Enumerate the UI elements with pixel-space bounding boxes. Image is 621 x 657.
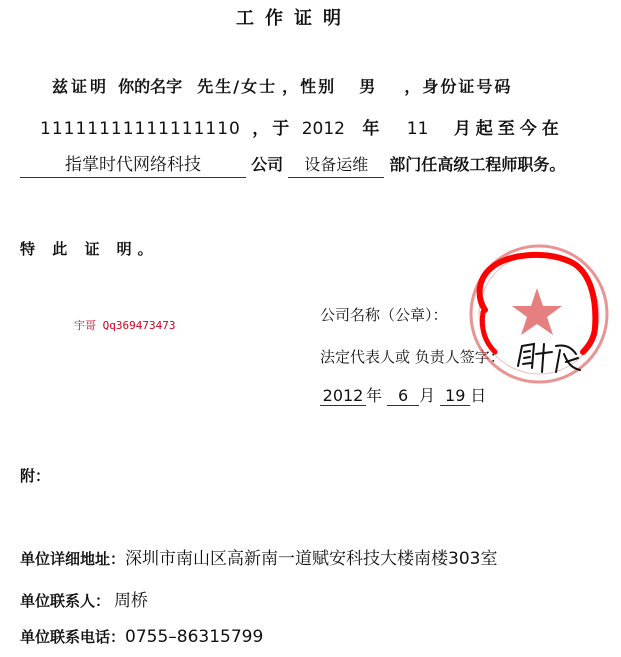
- hereby-certify: 特 此 证 明。: [20, 240, 159, 258]
- contact-person-row: [20, 586, 148, 611]
- contact-phone-row: [20, 626, 263, 647]
- date-month-unit: 月: [419, 386, 436, 405]
- from-prefix: ，于: [252, 119, 293, 139]
- contact-person-value: 周桥: [114, 591, 149, 611]
- cert-intro: 兹证明: [52, 77, 110, 96]
- document-title: 工作证明: [236, 8, 352, 29]
- start-year: 2012: [301, 119, 345, 139]
- cert-line-2: [40, 114, 564, 139]
- position-name: 高级工程师: [437, 155, 518, 174]
- date-year-unit: 年: [366, 386, 383, 405]
- stamp-star-icon: [512, 288, 562, 335]
- gender-value: 男: [359, 77, 376, 96]
- month-unit: 月起至今在: [453, 119, 564, 139]
- id-number: 11111111111111110: [40, 119, 241, 139]
- contact-phone-label: 单位联系电话：: [20, 628, 126, 646]
- contact-person-label: 单位联系人：: [20, 592, 111, 610]
- dept-suffix: 部门任: [389, 155, 438, 174]
- address-value: 深圳市南山区高新南一道赋安科技大楼南楼303室: [125, 549, 498, 569]
- cert-line-1: [52, 74, 512, 97]
- gender-label: ，性别: [282, 77, 337, 96]
- company-seal-label: 公司名称（公章）：: [320, 306, 448, 324]
- id-label: ，身份证号码: [404, 77, 513, 96]
- watermark-note: 宇哥 Qq369473473: [74, 319, 176, 332]
- company-name: 指掌时代网络科技: [20, 150, 246, 178]
- signer-label: 法定代表人或 负责人签字：: [320, 348, 505, 366]
- handwritten-signature: [512, 336, 584, 376]
- start-month: 11: [406, 119, 429, 139]
- position-suffix: 职务。: [517, 155, 566, 174]
- attachment-label: 附：: [20, 467, 51, 485]
- year-unit: 年: [362, 119, 380, 139]
- date-year: 2012: [320, 386, 366, 406]
- date-day-unit: 日: [470, 386, 487, 405]
- contact-phone-value: 0755–86315799: [125, 627, 264, 647]
- department-name: 设备运维: [288, 152, 384, 178]
- address-label: 单位详细地址：: [20, 550, 126, 568]
- employee-name: 你的名字: [118, 77, 183, 96]
- company-suffix: 公司: [251, 155, 284, 174]
- address-row: [20, 544, 497, 569]
- cert-line-3: [20, 150, 565, 178]
- honorific: 先生/女士: [197, 77, 278, 96]
- date-day: 19: [440, 386, 470, 406]
- date-month: 6: [387, 386, 419, 406]
